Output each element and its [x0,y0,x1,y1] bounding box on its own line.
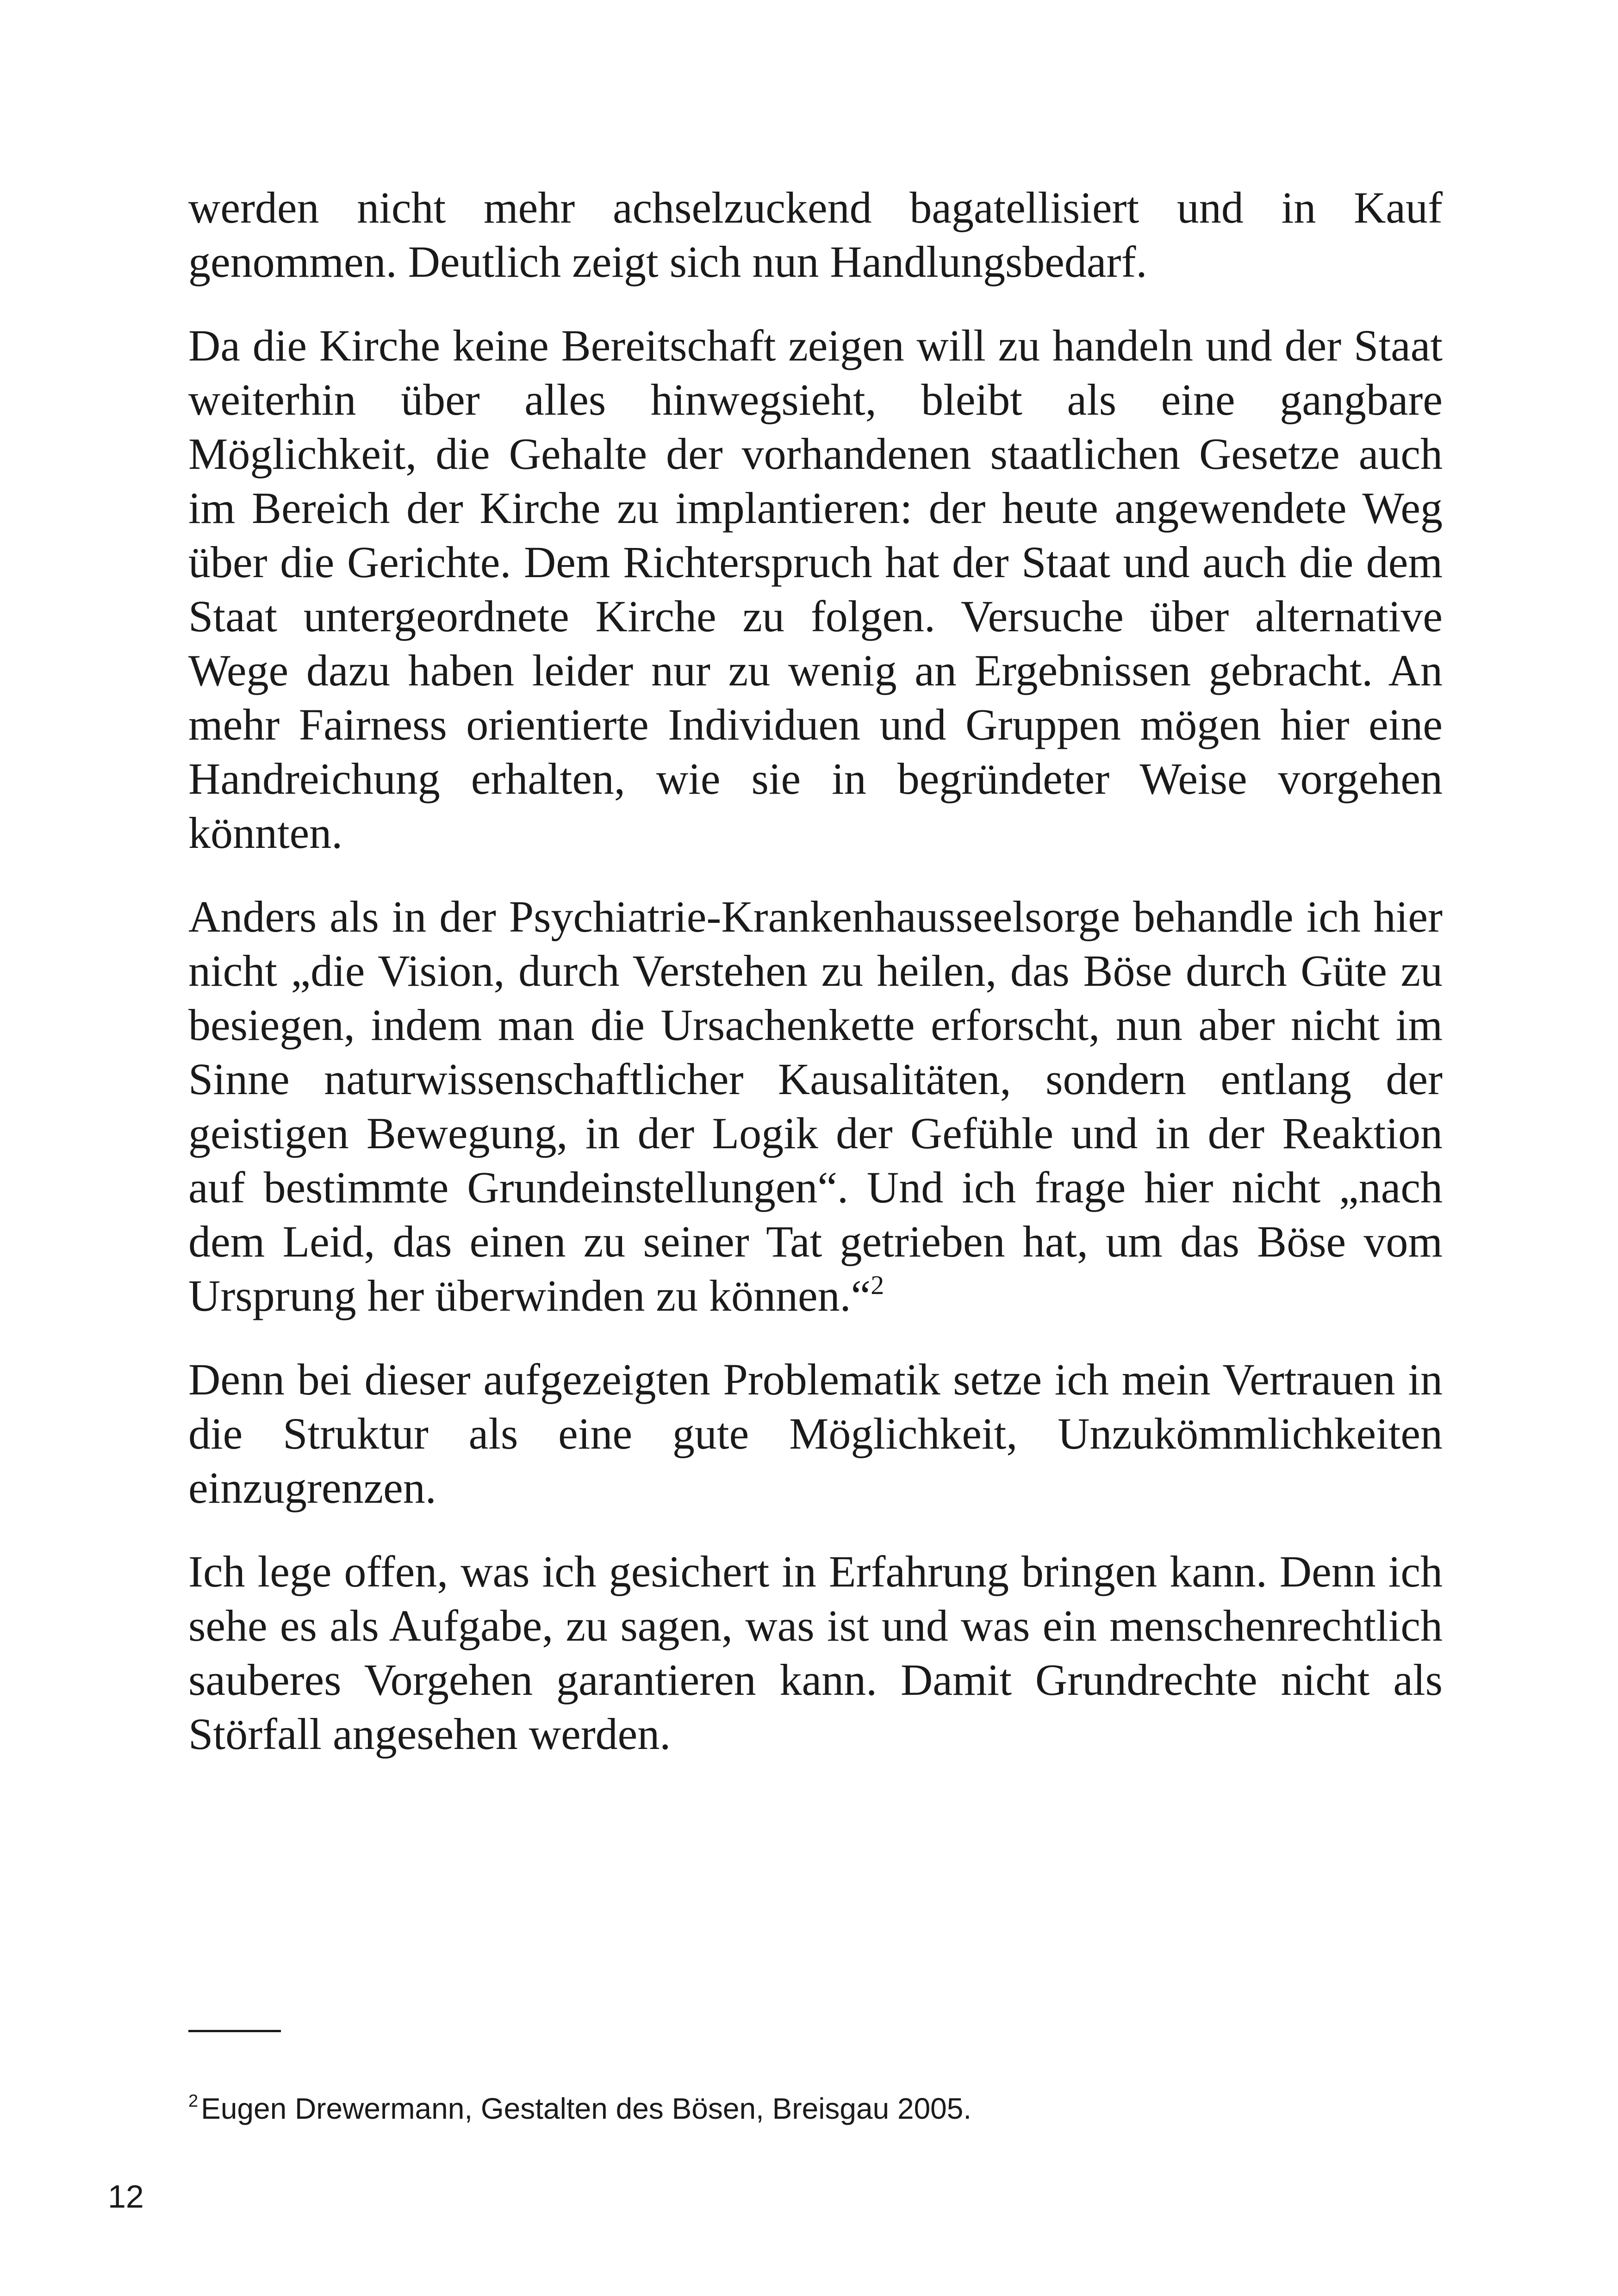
footnote-number: 2 [188,2091,199,2111]
footnote-reference: 2 [871,1270,884,1300]
paragraph: Denn bei dieser aufgezeigten Problematik setze ich mein Vertrauen in die Struktur als eine gute Möglichkeit, Unzukömmlichkeiten einzugrenzen. [188,1355,1443,1512]
paragraph: Ich lege offen, was ich gesichert in Erfahrung bringen kann. Denn ich sehe es als Aufgabe, zu sagen, was ist und was ein menschenrechtlich sauberes Vorgehen garantieren kann. Damit Grundrechte nicht als Störfall angesehen werden. [188,1547,1443,1759]
paragraph: Da die Kirche keine Bereitschaft zeigen will zu handeln und der Staat weiterhin über alles hinwegsieht, bleibt als eine gangbare Möglichkeit, die Gehalte der vorhandenen staatlichen Gesetze auch im Bereich der Kirche zu implantieren: der heute angewendete Weg über die Gerichte. Dem Richterspruch hat der Staat und auch die dem Staat untergeordnete Kirche zu folgen. Versuche über alternative Wege dazu haben leider nur zu wenig an Ergebnissen gebracht. An mehr Fairness orientierte Individuen und Gruppen mögen hier eine Handreichung erhalten, wie sie in begründeter Weise vorgehen könnten. [188,321,1443,858]
paragraph: werden nicht mehr achselzuckend bagatellisiert und in Kauf genommen. Deutlich zeigt sich nun Handlungsbedarf. [188,183,1443,286]
footnote [188,2083,971,2127]
page-number: 12 [108,2178,144,2215]
footnote-text: Eugen Drewermann, Gestalten des Bösen, Breisgau 2005. [201,2092,972,2125]
main-text [188,180,1443,1791]
paragraph [188,890,1443,1323]
footnote-divider [188,2030,281,2032]
paragraph-text: Anders als in der Psychiatrie-Krankenhausseelsorge behandle ich hier nicht „die Vision, durch Verstehen zu heilen, das Böse durch Güte zu besiegen, indem man die Ursachenkette erforscht, nun aber nicht im Sinne naturwissenschaftlicher Kausalitäten, sondern entlang der geistigen Bewegung, in der Logik der Gefühle und in der Reaktion auf bestimmte Grundeinstellungen“. Und ich frage hier nicht „nach dem Leid, das einen zu seiner Tat getrieben hat, um das Böse vom Ursprung her überwinden zu können.“ [188,892,1443,1320]
